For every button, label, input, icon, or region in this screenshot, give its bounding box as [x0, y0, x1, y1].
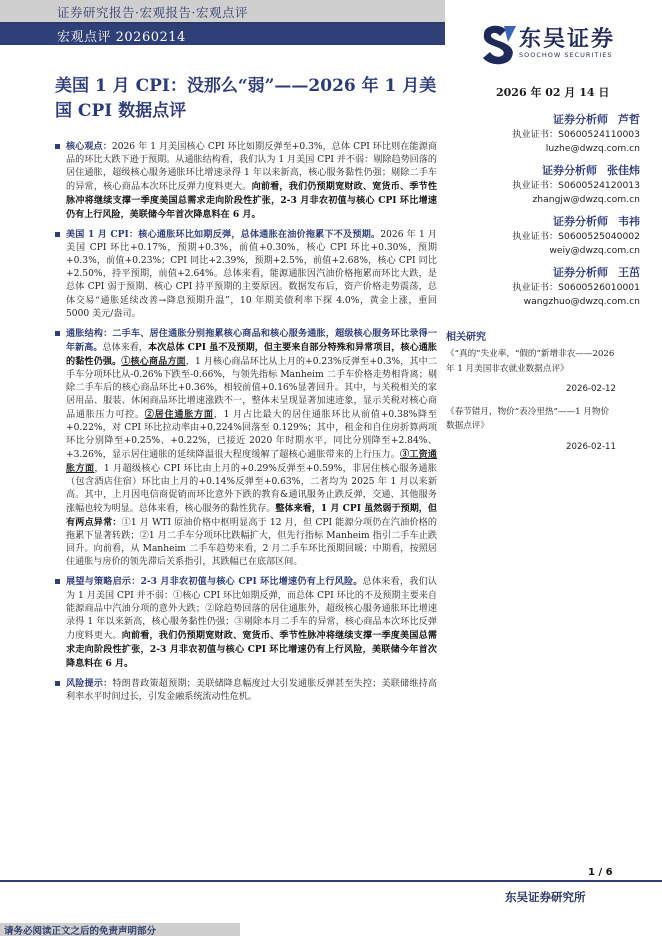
analyst-email[interactable]: wangzhuo@dwzq.com.cn [523, 296, 640, 307]
analyst-card [470, 112, 640, 156]
para-lead: 展望与策略启示：2-3 月非农初值与核心 CPI 环比增速仍有上行风险。 [66, 576, 363, 588]
para-bold: 本次总体 CPI 虽不及预期，但主要来自部分特殊和异常项目，核心通胀的黏性仍强。 [66, 341, 437, 367]
analyst-email[interactable]: zhangjw@dwzq.com.cn [532, 194, 640, 205]
report-body [55, 140, 437, 710]
para-text: 总体来看， [102, 342, 149, 353]
cert-number: S0600526010001 [558, 282, 640, 293]
outlook-paragraph [55, 575, 437, 670]
analyst-card [470, 163, 640, 207]
analyst-card [470, 265, 640, 309]
wage-heading: ③工资通胀方面 [66, 449, 437, 475]
footer-institute: 东吴证券研究所 [505, 890, 586, 904]
cert-number: S0600524120013 [558, 180, 640, 191]
cert-number: S0600525040002 [558, 231, 640, 242]
analyst-list [470, 112, 640, 316]
related-item-title[interactable]: 《“真的”失业率，“假的”新增非农——2026 年 1 月美国非农就业数据点评》 [446, 349, 615, 374]
analyst-card [470, 214, 640, 258]
cert-label: 执业证书： [512, 180, 559, 191]
page-title: 美国 1 月 CPI：没那么“弱”——2026 年 1 月美国 CPI 数据点评 [55, 76, 437, 121]
para-text: ，1 月占比最大的居住通胀环比从前值+0.38%降至+0.22%，对 CPI 环比拉动率由+0.224%回落至 0.129%；其中，租金和自住房折算两项环比分别降至+0.25%、+0.22%，已接近 2020 年时期水平，同比分别降至+2.84%、+3.26%，显示居住通胀的延续降温很大程度缓解了超核心通胀带来的上行压力。 [66, 409, 437, 461]
series-band [0, 24, 445, 45]
cert-label: 执业证书： [512, 231, 559, 242]
para-lead: 美国 1 月 CPI：核心通胀环比如期反弹，总体通胀在油价拖累下不及预期。 [66, 229, 381, 241]
related-research [446, 328, 616, 462]
related-item-date: 2026-02-11 [566, 441, 616, 452]
para-bold: 向前看，我们仍预期宽财政、宽货币、季节性脉冲将继续支撑一季度美国总需求走向阶段性扩张，2-3 月非农初值与核心 CPI 环比增速仍有上行风险，美联储今年首次降息料在 6 月。 [66, 181, 437, 221]
report-series: 宏观点评 20260214 [57, 30, 186, 45]
analyst-role: 证券分析师 [542, 164, 597, 177]
para-text: ，1 月核心商品环比从上月的+0.23%反弹至+0.3%，其中二手车分项环比从-0.26%下跌至-0.66%，与领先指标 Manheim 二手车价格走势相背离；剔除二手车后的核心商品环比+0.36%，相较前值+0.16%显著回升。其中，与关税相关的家居用品、服装、休闲商品环比增速涨跌不一，整体未呈现显著加速迹象，显示关税对核心商品通胀压力可控。 [66, 356, 437, 420]
analyst-name: 芦哲 [618, 113, 640, 126]
risk-paragraph [55, 677, 437, 704]
disclaimer-text: 请务必阅读正文之后的免责声明部分 [4, 926, 157, 936]
related-title: 相关研究 [446, 332, 486, 343]
analyst-email[interactable]: luzhe@dwzq.com.cn [545, 143, 640, 154]
para-text: 总体来看，我们认为 1 月美国 CPI 并不弱：①核心 CPI 环比如期反弹，而总体 CPI 环比的不及预期主要来自能源商品中汽油分项的意外大跌；②除趋势回落的居住通胀外，超级核心服务通胀环比增速录得 1 年以来新高，核心服务黏性仍强；③剔除本月二手车的异常，核心商品本次环比反弹力度料更大。 [66, 577, 437, 641]
para-text: 特朗普政策超预期；美联储降息幅度过大引发通胀反弹甚至失控；美联储维持高利率水平时间过长，引发金融系统流动性危机。 [66, 678, 437, 702]
para-bold: 整体来看，1 月 CPI 虽然弱于预期，但有两点异常： [66, 503, 437, 529]
para-lead: 核心观点： [66, 141, 112, 152]
report-category: 证券研究报告·宏观报告·宏观点评 [57, 5, 248, 20]
para-text: ①1 月 WTI 原油价格中枢明显高于 12 月，但 CPI 能源分项仍在汽油价格的拖累下显著转跌；②1 月二手车分项环比跌幅扩大，但先行指标 Manheim 指引二手车止跌回升。向前看，从 Manheim 二手车趋势来看，2 月二手车环比预期回暖；中期看，按照居住通胀与房价的领先滞后关系指引，其跌幅已在底部区间。 [66, 518, 437, 568]
para-text: 2026 年 1 月美国核心 CPI 环比如期反弹至+0.3%，总体 CPI 环比则在能源商品的环比大跌下逊于预期。从通胀结构看，我们认为 1 月美国 CPI 并不弱：剔除趋势回落的居住通胀，超级核心服务通胀环比增速录得 1 年以来新高，核心服务黏性仍强；剔除二手车的异常，核心商品本次环比反弹力度料更大。 [66, 142, 437, 193]
footer-divider [0, 880, 662, 882]
para-lead: 风险提示： [66, 677, 113, 689]
para-text: 2026 年 1 月美国 CPI 环比+0.17%，预期+0.3%，前值+0.30%，核心 CPI 环比+0.30%，预期+0.3%，前值+0.23%；CPI 同比+2.39%，预期+2.5%，前值+2.68%，核心 CPI 同比+2.50%，持平预期，前值+2.64%。总体来看，能源通胀因汽油价格拖累而环比大跌，是总体 CPI 弱于预期、核心 CPI 持平预期的主要原因。数据发布后，资产价格走势震荡，总体交易“通胀延续改善→降息预期升温”，10 年期美债利率下探 4.0%，黄金上涨，重回 5000 美元/盎司。 [66, 230, 437, 319]
disclaimer-band [0, 923, 240, 936]
core-goods-heading: ①核心商品方面 [121, 355, 186, 367]
related-item-title[interactable]: 《春节错月，物价“表冷里热”——1 月物价数据点评》 [446, 406, 610, 431]
cert-label: 执业证书： [512, 129, 559, 140]
inflation-structure-paragraph [55, 327, 437, 570]
cert-label: 执业证书： [512, 282, 559, 293]
analyst-role: 证券分析师 [553, 113, 608, 126]
related-item-date: 2026-02-12 [566, 384, 616, 394]
related-item[interactable] [446, 347, 616, 397]
report-category-band [0, 0, 445, 22]
cert-number: S0600524110003 [558, 129, 640, 140]
shelter-heading: ②居住通胀方面 [144, 408, 214, 420]
summary-paragraph [55, 140, 437, 222]
report-date: 2026 年 02 月 14 日 [496, 86, 610, 99]
page-number: 1 / 6 [588, 867, 613, 878]
analyst-role: 证券分析师 [553, 266, 608, 279]
para-lead: 通胀结构：二手车、居住通胀分别拖累核心商品和核心服务通胀，超级核心服务环比录得一年新高。 [66, 327, 437, 353]
logo-subtitle: SOOCHOW SECURITIES [519, 51, 613, 59]
analyst-role: 证券分析师 [553, 215, 608, 228]
related-item[interactable] [446, 405, 616, 455]
analyst-name: 张佳炜 [607, 164, 640, 177]
para-bold: 向前看，我们仍预期宽财政、宽货币、季节性脉冲将继续支撑一季度美国总需求走向阶段性扩张，2-3 月非农初值与核心 CPI 环比增速仍有上行风险，美联储今年首次降息料在 6 月。 [66, 629, 437, 669]
analyst-name: 王茁 [618, 266, 640, 279]
analyst-name: 韦祎 [618, 215, 640, 228]
analyst-email[interactable]: weiy@dwzq.com.cn [549, 245, 640, 256]
cpi-overview-paragraph [55, 228, 437, 320]
logo-name: 东吴证券 [519, 27, 616, 52]
para-text: ，1 月超级核心 CPI 环比由上月的+0.29%反弹至+0.59%，非居住核心服务通胀（包含酒店住宿）环比由上月的+0.14%反弹至+0.63%，二者均为 2025 年 1 月以来新高。其中，上月因电信商促销而环比意外下跌的教育&通讯服务止跌反弹，交通、其他服务涨幅也较为明显。总体来看，核心服务的黏性犹存。 [66, 464, 437, 515]
